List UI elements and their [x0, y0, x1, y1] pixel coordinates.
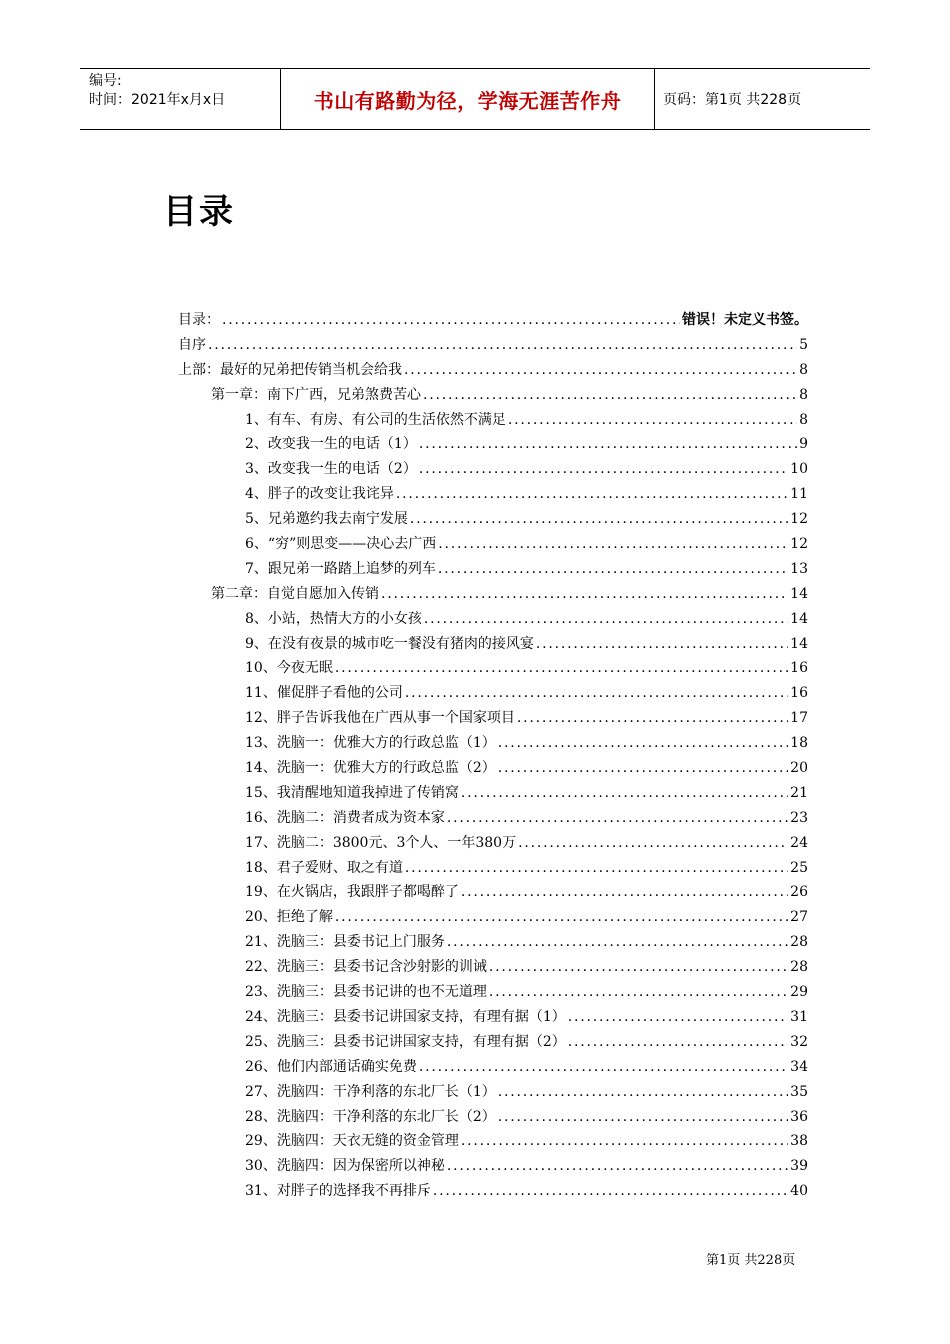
- toc-entry-page: 32: [790, 1033, 808, 1050]
- toc-entry[interactable]: [178, 707, 808, 732]
- toc-entry[interactable]: [178, 309, 808, 334]
- toc-leader-dots: [410, 511, 788, 527]
- toc-entry-page: 8: [799, 361, 808, 378]
- toc-entry-page: 18: [790, 735, 808, 752]
- header-number-label: 编号:: [89, 73, 122, 89]
- toc-entry-title: 20、拒绝了解: [245, 909, 333, 926]
- toc-entry-page: 29: [790, 984, 808, 1001]
- toc-entry-title: 30、洗脑四：因为保密所以神秘: [245, 1158, 445, 1175]
- toc-entry-page: 27: [790, 909, 808, 926]
- toc-entry-page: 40: [790, 1183, 808, 1200]
- toc-leader-dots: [489, 984, 788, 1000]
- toc-entry[interactable]: [178, 359, 808, 384]
- toc-leader-dots: [405, 685, 788, 701]
- toc-entry-page: 12: [790, 536, 808, 553]
- toc-entry-page: 20: [790, 760, 808, 777]
- page-footer: 第1页 共228页: [706, 1253, 796, 1268]
- toc-entry-title: 5、兄弟邀约我去南宁发展: [245, 511, 408, 528]
- toc-leader-dots: [381, 586, 788, 602]
- toc-entry[interactable]: [178, 1031, 808, 1056]
- toc-leader-dots: [208, 337, 797, 353]
- toc-leader-dots: [404, 362, 797, 378]
- toc-entry-title: 14、洗脑一：优雅大方的行政总监（2）: [245, 760, 496, 777]
- header-time-label: 时间：2021年x月x日: [89, 92, 226, 108]
- toc-entry-title: 18、君子爱财、取之有道: [245, 859, 403, 876]
- toc-entry-title: 28、洗脑四：干净利落的东北厂长（2）: [245, 1108, 496, 1125]
- toc-leader-dots: [461, 785, 788, 801]
- toc-leader-dots: [419, 1059, 788, 1075]
- toc-leader-dots: [461, 884, 788, 900]
- toc-entry[interactable]: [178, 682, 808, 707]
- page-title: 目录: [163, 192, 235, 232]
- header-meta: [80, 69, 281, 129]
- toc-leader-dots: [498, 760, 788, 776]
- toc-entry-page: 23: [790, 809, 808, 826]
- toc-entry-page: 21: [790, 784, 808, 801]
- toc-entry[interactable]: [178, 832, 808, 857]
- toc-entry-page: 17: [790, 710, 808, 727]
- toc-entry[interactable]: [178, 433, 808, 458]
- toc-entry-title: 25、洗脑三：县委书记讲国家支持，有理有据（2）: [245, 1033, 566, 1050]
- toc-entry[interactable]: [178, 732, 808, 757]
- toc-entry[interactable]: [178, 1130, 808, 1155]
- toc-entry[interactable]: [178, 533, 808, 558]
- toc-entry-title: 10、今夜无眠: [245, 660, 333, 677]
- page-header: [80, 68, 870, 130]
- toc-entry-page: 39: [790, 1158, 808, 1175]
- toc-entry-page: 16: [790, 660, 808, 677]
- toc-entry-page: 5: [799, 336, 808, 353]
- toc-entry-page: 16: [790, 685, 808, 702]
- toc-entry-title: 8、小站，热情大方的小女孩: [245, 610, 422, 627]
- toc-entry-title: 13、洗脑一：优雅大方的行政总监（1）: [245, 735, 496, 752]
- toc-entry[interactable]: [178, 608, 808, 633]
- toc-entry[interactable]: [178, 334, 808, 359]
- toc-entry-page: 10: [790, 461, 808, 478]
- toc-entry-title: 31、对胖子的选择我不再排斥: [245, 1183, 431, 1200]
- toc-entry-title: 自序: [178, 336, 206, 353]
- toc-leader-dots: [461, 1133, 788, 1149]
- toc-entry[interactable]: [178, 508, 808, 533]
- toc-entry[interactable]: [178, 657, 808, 682]
- toc-leader-dots: [335, 909, 788, 925]
- toc-leader-dots: [433, 1183, 788, 1199]
- toc-entry-title: 目录：: [178, 312, 220, 328]
- toc-entry-title: 1、有车、有房、有公司的生活依然不满足: [245, 411, 506, 428]
- toc-leader-dots: [517, 710, 788, 726]
- toc-entry-title: 第一章：南下广西，兄弟煞费苦心: [211, 386, 421, 403]
- toc-entry-title: 第二章：自觉自愿加入传销: [211, 585, 379, 602]
- toc-entry-page: 13: [790, 560, 808, 577]
- header-motto: 书山有路勤为径，学海无涯苦作舟: [281, 69, 655, 129]
- toc-entry-page: 14: [790, 610, 808, 627]
- toc-entry-page: 36: [790, 1108, 808, 1125]
- toc-entry-title: 上部：最好的兄弟把传销当机会给我: [178, 361, 402, 378]
- toc-entry-page: 11: [790, 486, 808, 503]
- toc-entry-title: 4、胖子的改变让我诧异: [245, 486, 394, 503]
- toc-entry-title: 27、洗脑四：干净利落的东北厂长（1）: [245, 1083, 496, 1100]
- toc-entry[interactable]: [178, 1155, 808, 1180]
- toc-entry[interactable]: [178, 583, 808, 608]
- toc-entry-title: 9、在没有夜景的城市吃一餐没有猪肉的接风宴: [245, 635, 534, 652]
- toc-entry-title: 21、洗脑三：县委书记上门服务: [245, 934, 445, 951]
- toc-entry[interactable]: [178, 558, 808, 583]
- header-page-info: 页码：第1页 共228页: [663, 92, 802, 108]
- toc-leader-dots: [518, 835, 788, 851]
- toc-entry[interactable]: [178, 981, 808, 1006]
- toc-entry-title: 6、“穷”则思变——决心去广西: [245, 536, 437, 553]
- toc-entry-page: 34: [790, 1058, 808, 1075]
- toc-leader-dots: [396, 486, 788, 502]
- toc-entry-page: 8: [799, 386, 808, 403]
- toc-entry-title: 22、洗脑三：县委书记含沙射影的训诫: [245, 959, 487, 976]
- toc-entry[interactable]: [178, 409, 808, 434]
- toc-leader-dots: [405, 860, 788, 876]
- toc-entry[interactable]: [178, 931, 808, 956]
- toc-entry-page: 24: [790, 834, 808, 851]
- toc-entry-page: 26: [790, 884, 808, 901]
- toc-leader-dots: [568, 1034, 788, 1050]
- toc-entry-page: 12: [790, 511, 808, 528]
- toc-entry[interactable]: [178, 1106, 808, 1131]
- toc-leader-dots: [438, 536, 788, 552]
- toc-entry[interactable]: [178, 483, 808, 508]
- toc-leader-dots: [423, 387, 797, 403]
- toc-entry[interactable]: [178, 757, 808, 782]
- toc-entry[interactable]: [178, 782, 808, 807]
- toc-leader-dots: [447, 934, 788, 950]
- toc-entry-page: 28: [790, 934, 808, 951]
- toc-entry-title: 29、洗脑四：天衣无缝的资金管理: [245, 1133, 459, 1150]
- toc-entry-title: 11、催促胖子看他的公司: [245, 685, 403, 702]
- toc-entry[interactable]: [178, 633, 808, 658]
- toc-entry-title: 2、改变我一生的电话（1）: [245, 436, 417, 453]
- toc-entry-page: 38: [790, 1133, 808, 1150]
- toc-entry-page: 35: [790, 1083, 808, 1100]
- toc-entry[interactable]: [178, 956, 808, 981]
- toc-leader-dots: [447, 810, 788, 826]
- toc-leader-dots: [419, 461, 788, 477]
- toc-entry[interactable]: [178, 458, 808, 483]
- toc-entry[interactable]: [178, 1180, 808, 1205]
- toc-leader-dots: [536, 636, 788, 652]
- toc-leader-dots: [568, 1009, 788, 1025]
- toc-leader-dots: [419, 436, 797, 452]
- toc-entry-title: 15、我清醒地知道我掉进了传销窝: [245, 784, 459, 801]
- toc-leader-dots: [222, 312, 680, 328]
- toc-entry-page: 14: [790, 585, 808, 602]
- toc-entry[interactable]: [178, 1081, 808, 1106]
- toc-entry-title: 16、洗脑二：消费者成为资本家: [245, 809, 445, 826]
- toc-leader-dots: [498, 1109, 788, 1125]
- toc-entry[interactable]: [178, 906, 808, 931]
- toc-entry-title: 3、改变我一生的电话（2）: [245, 461, 417, 478]
- toc-entry[interactable]: [178, 807, 808, 832]
- toc-leader-dots: [424, 611, 788, 627]
- toc-entry[interactable]: [178, 384, 808, 409]
- toc-entry-page: 31: [790, 1008, 808, 1025]
- toc-entry-title: 23、洗脑三：县委书记讲的也不无道理: [245, 984, 487, 1001]
- toc-leader-dots: [498, 735, 788, 751]
- toc-entry-title: 24、洗脑三：县委书记讲国家支持，有理有据（1）: [245, 1008, 566, 1025]
- toc-entry[interactable]: [178, 881, 808, 906]
- toc-entry-page: 9: [799, 436, 808, 453]
- toc-entry[interactable]: [178, 857, 808, 882]
- toc-entry-page: 14: [790, 635, 808, 652]
- toc-entry-page: 错误！未定义书签。: [682, 312, 808, 328]
- toc-entry[interactable]: [178, 1006, 808, 1031]
- toc-entry-title: 7、跟兄弟一路踏上追梦的列车: [245, 560, 436, 577]
- toc-entry-page: 28: [790, 959, 808, 976]
- toc-leader-dots: [498, 1084, 788, 1100]
- toc-entry-title: 26、他们内部通话确实免费: [245, 1058, 417, 1075]
- toc-entry-title: 12、胖子告诉我他在广西从事一个国家项目: [245, 710, 515, 727]
- table-of-contents: [178, 309, 808, 1205]
- toc-entry-title: 19、在火锅店，我跟胖子都喝醉了: [245, 884, 459, 901]
- toc-leader-dots: [447, 1158, 788, 1174]
- toc-entry-page: 8: [799, 411, 808, 428]
- toc-leader-dots: [335, 660, 788, 676]
- toc-entry-title: 17、洗脑二：3800元、3个人、一年380万: [245, 834, 517, 851]
- toc-leader-dots: [489, 959, 788, 975]
- toc-leader-dots: [438, 561, 788, 577]
- toc-entry[interactable]: [178, 1056, 808, 1081]
- toc-leader-dots: [508, 412, 797, 428]
- toc-entry-page: 25: [790, 859, 808, 876]
